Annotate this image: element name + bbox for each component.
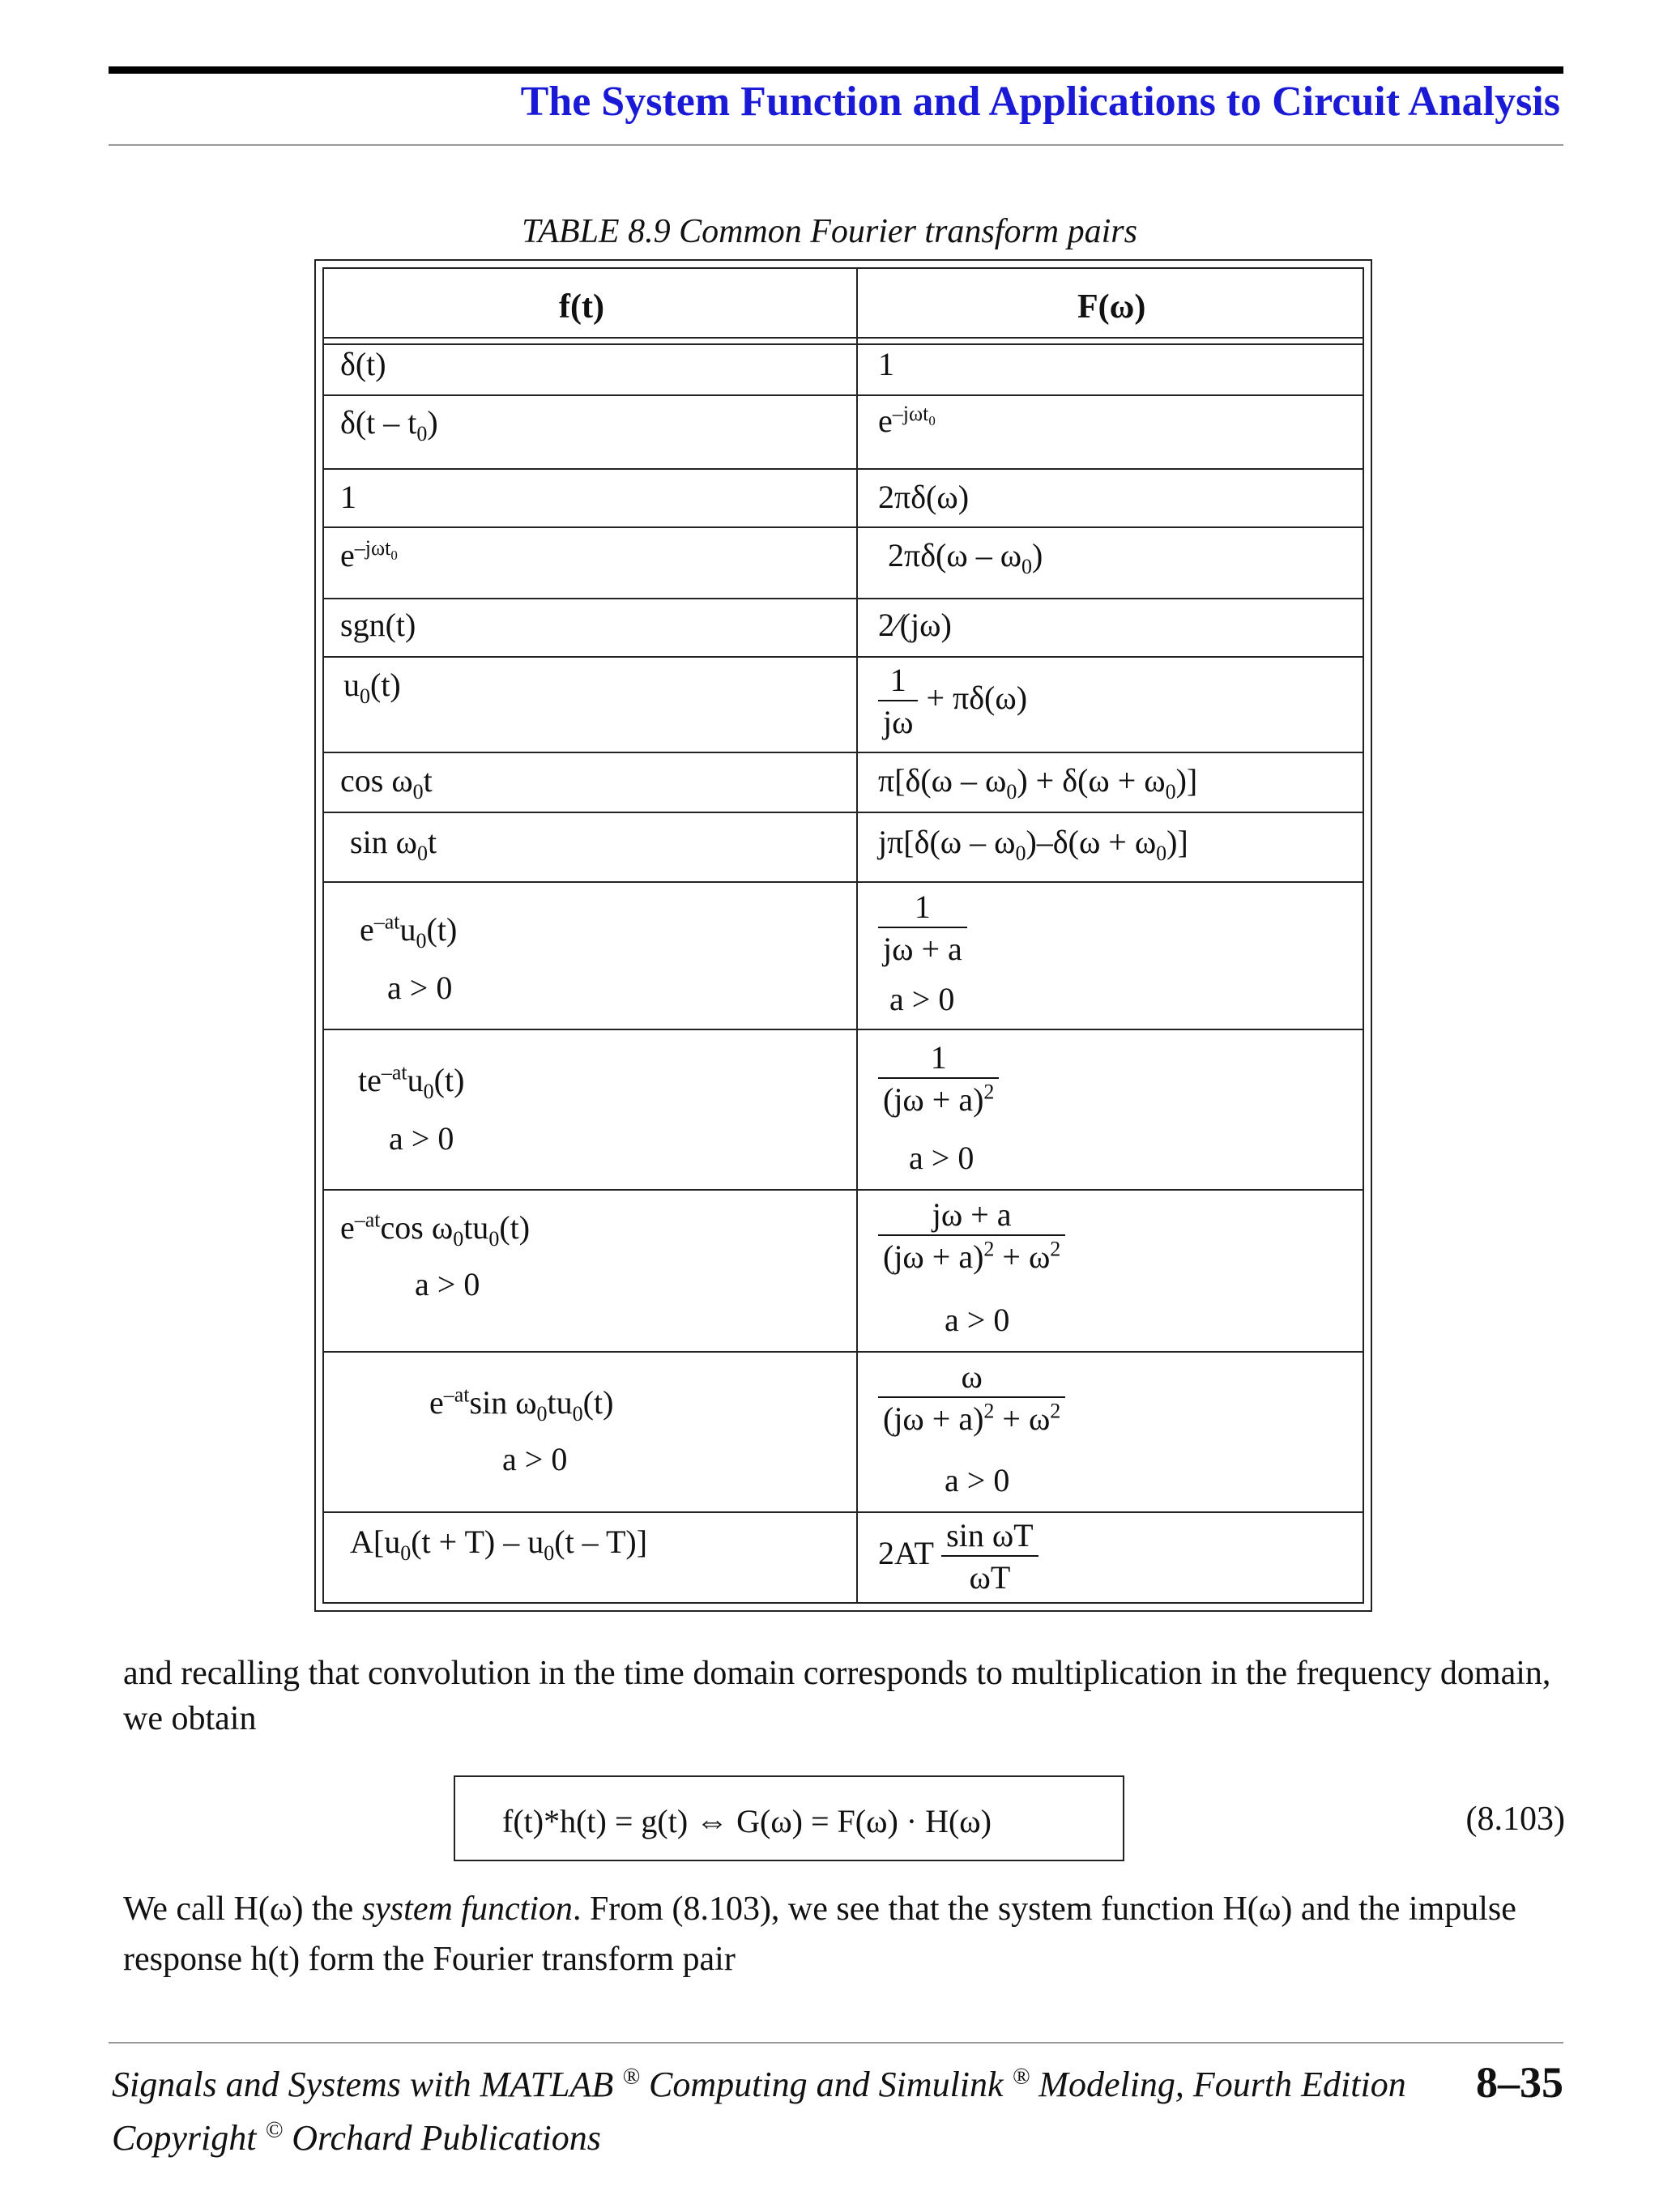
table-cell-condition: a > 0 — [389, 1120, 454, 1157]
table-cell-condition: a > 0 — [945, 1462, 1010, 1498]
table-cell-condition: a > 0 — [415, 1266, 480, 1302]
table-row-divider — [322, 656, 1364, 658]
table-row-divider — [322, 598, 1364, 599]
table-cell: $A[u_0(t + T) - u_0(t - T)]$ — [350, 1524, 648, 1565]
table-row-divider — [322, 881, 1364, 883]
table-cell: $\frac{\omega}{(j\omega + a)^2 + \omega^2}$ — [878, 1361, 1065, 1435]
table-cell-condition: a > 0 — [889, 981, 955, 1017]
body-paragraph: We call H(ω) the system function. From (8.103), we see that the system function H(ω) and the impulse response h(t) form the Fourier transform pair — [123, 1890, 1516, 1978]
running-header-title: The System Function and Applications to Circuit Analysis — [520, 79, 1560, 125]
table-cell: $te^{-at}u_0(t)$ — [358, 1060, 465, 1103]
table-row-divider — [322, 1351, 1364, 1353]
table-header-right: F(ω) — [1077, 288, 1146, 326]
table-row-divider — [322, 1189, 1364, 1191]
table-cell: $e^{-j\omega t_0}$ — [340, 535, 398, 573]
table-row-divider — [322, 1511, 1364, 1513]
table-row-divider — [322, 752, 1364, 753]
table-cell-condition: a > 0 — [387, 970, 453, 1006]
table-cell-condition: a > 0 — [945, 1302, 1010, 1338]
equation-number: (8.103) — [1465, 1801, 1565, 1838]
footer-copyright: Copyright © Orchard Publications — [112, 2117, 601, 2158]
table-cell: $\cos \omega_0t$ — [340, 762, 433, 803]
table-row-divider — [322, 468, 1364, 470]
table-cell: $\frac{1}{(j\omega + a)^2}$ — [878, 1042, 999, 1116]
table-cell: $e^{-at}\sin$ $\omega_0tu_0(t)$ — [429, 1383, 614, 1426]
table-header-rule — [322, 337, 1364, 339]
table-cell: 2πδ(ω) — [878, 479, 970, 515]
table-cell: 1 — [878, 346, 894, 382]
table-cell: $2\pi\delta(\omega - \omega_0)$ — [888, 537, 1043, 578]
equation-8-103: f(t)*h(t) = g(t) ⇔ G(ω) = F(ω) · H(ω) — [502, 1803, 992, 1839]
table-cell: δ(t) — [340, 346, 386, 382]
header-rule-top — [109, 66, 1563, 74]
table-row-divider — [322, 394, 1364, 396]
table-cell: sgn(t) — [340, 607, 416, 643]
table-cell: $\sin \omega_0t$ — [350, 824, 437, 865]
page-number: 8–35 — [1476, 2058, 1563, 2107]
table-cell: $\frac{j\omega + a}{(j\omega + a)^2 + \omega^2}$ — [878, 1199, 1065, 1273]
table-cell: 1 — [340, 479, 356, 515]
table-cell: $\frac{1}{j\omega + a}$ — [878, 891, 967, 965]
table-cell: $u_0(t)$ — [343, 667, 401, 708]
table-cell: $\delta(t - t_0)$ — [340, 404, 438, 445]
table-cell: $e^{-at}\cos$ $\omega_0tu_0(t)$ — [340, 1208, 531, 1251]
table-cell: $e^{-j\omega t_0}$ — [878, 401, 936, 439]
table-cell: 2⁄(jω) — [878, 607, 952, 643]
footer-rule — [109, 2042, 1563, 2044]
table-row-divider — [322, 526, 1364, 528]
table-cell: $\frac{1}{j\omega}$ + πδ(ω) — [878, 664, 1027, 739]
table-cell: $e^{-at}u_0(t)$ — [360, 910, 458, 953]
table-header-left: f(t) — [559, 288, 604, 326]
footer-book-title: Signals and Systems with MATLAB ® Computing and Simulink ® Modeling, Fourth Edition — [112, 2064, 1406, 2104]
table-header-rule-double — [322, 343, 1364, 345]
header-rule-bottom — [109, 144, 1563, 146]
body-paragraph: and recalling that convolution in the time domain corresponds to multiplication in the frequency domain, we obtain — [123, 1655, 1551, 1737]
table-row-divider — [322, 1029, 1364, 1030]
table-row-divider — [322, 812, 1364, 813]
table-cell: $j\pi[\delta(\omega - \omega_0)-\delta(\omega + \omega_0)]$ — [878, 824, 1188, 865]
table-cell: 2AT $\frac{\text{sin ωT}}{\omega T}$ — [878, 1519, 1038, 1594]
table-cell-condition: a > 0 — [909, 1140, 975, 1176]
table-cell: $\pi[\delta(\omega - \omega_0) + \delta(\omega + \omega_0)]$ — [878, 762, 1198, 803]
table-caption: TABLE 8.9 Common Fourier transform pairs — [522, 213, 1137, 250]
table-cell-condition: a > 0 — [502, 1441, 568, 1477]
